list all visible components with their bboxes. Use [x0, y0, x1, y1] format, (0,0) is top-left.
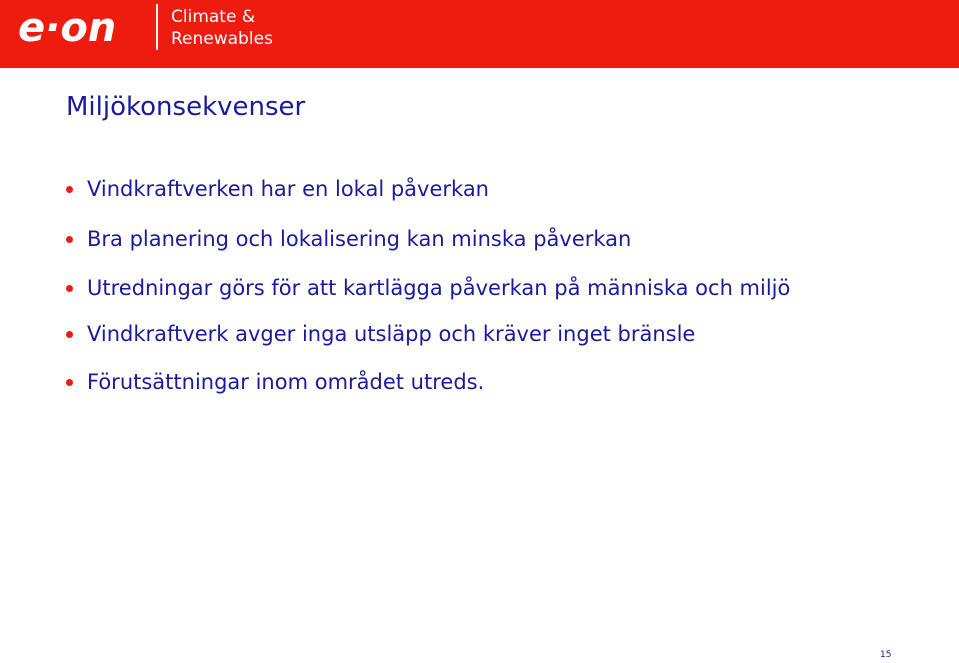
brand-subtitle [171, 6, 273, 50]
bullet-dot-icon [66, 379, 73, 386]
bullet-text: Bra planering och lokalisering kan minska påverkan [87, 227, 632, 251]
bullet-item [66, 320, 790, 348]
bullet-text: Vindkraftverk avger inga utsläpp och kräver inget bränsle [87, 322, 696, 346]
page-number: 15 [880, 650, 892, 660]
bullet-item [66, 274, 790, 302]
bullet-dot-icon [66, 285, 73, 292]
bullet-dot-icon [66, 236, 73, 243]
bullet-item [66, 175, 790, 203]
bullet-item [66, 225, 790, 253]
eon-logo: e·on [18, 5, 117, 51]
bullet-dot-icon [66, 186, 73, 193]
bullet-text: Vindkraftverken har en lokal påverkan [87, 177, 489, 201]
bullet-list [66, 175, 790, 396]
bullet-text: Förutsättningar inom området utreds. [87, 370, 485, 394]
slide-title: Miljökonsekvenser [66, 92, 306, 122]
bullet-text: Utredningar görs för att kartlägga påverkan på människa och miljö [87, 276, 791, 300]
bullet-dot-icon [66, 331, 73, 338]
brand-line-1: Climate & [171, 7, 256, 27]
logo-divider [156, 4, 158, 50]
header-bar [0, 0, 959, 68]
bullet-item [66, 368, 790, 396]
brand-line-2: Renewables [171, 29, 273, 49]
